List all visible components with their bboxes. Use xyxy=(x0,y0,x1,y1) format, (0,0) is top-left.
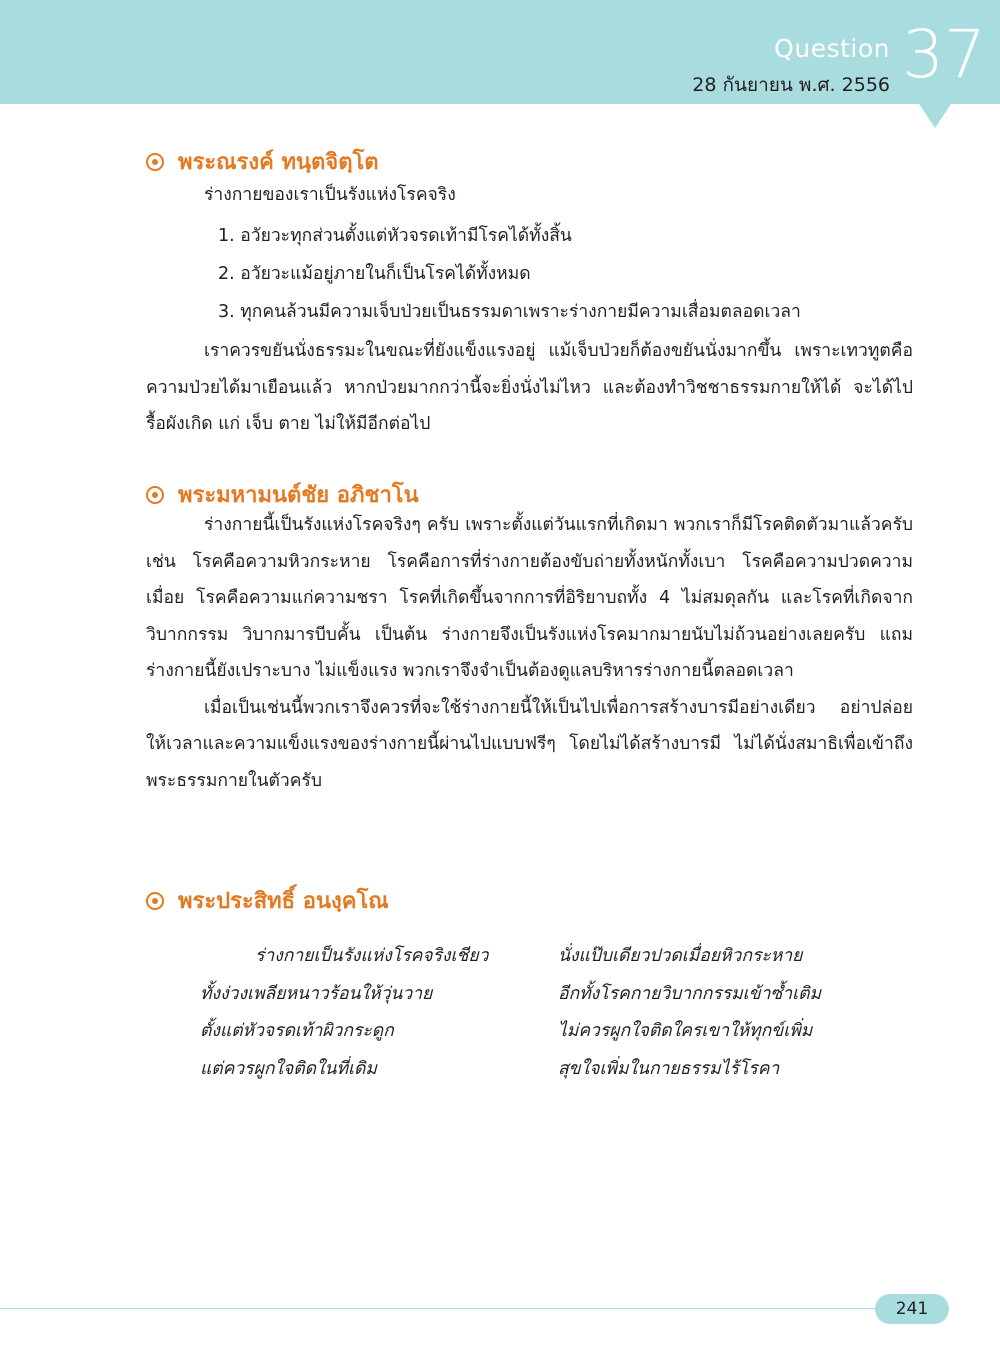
section-heading-text: พระมหามนต์ชัย อภิชาโน xyxy=(178,483,419,508)
bullet-circle-icon xyxy=(146,153,164,171)
poem-line-left: ทั้งง่วงเพลียหนาวร้อนให้วุ่นวาย xyxy=(200,983,433,1004)
poem-line xyxy=(200,1013,900,1051)
question-date: 28 กันยายน พ.ศ. 2556 xyxy=(692,74,890,96)
paragraph: เมื่อเป็นเช่นนี้พวกเราจึงควรที่จะใช้ร่างกายนี้ให้เป็นไปเพื่อการสร้างบารมีอย่างเดียว อย่าปล่อยให้เวลาและความแข็งแรงของร่างกายนี้ผ่านไปแบบฟรีๆ โดยไม่ได้สร้างบารมี ไม่ได้นั่งสมาธิเพื่อเข้าถึงพระธรรมกายในตัวครับ xyxy=(146,697,913,791)
poem-line xyxy=(200,938,900,976)
footer-rule xyxy=(0,1308,880,1309)
section-heading-1 xyxy=(146,144,379,179)
section-heading-text: พระประสิทธิ์ อนงฺคโณ xyxy=(178,889,389,914)
list-item: 2. อวัยวะแม้อยู่ภายในก็เป็นโรคได้ทั้งหมด xyxy=(218,264,531,284)
page-number: 241 xyxy=(875,1294,949,1324)
poem-line-left: แต่ควรผูกใจติดในที่เดิม xyxy=(200,1058,377,1079)
poem-line-left: ร่างกายเป็นรังแห่งโรคจริงเชียว xyxy=(255,946,489,966)
section-2-body xyxy=(146,507,913,799)
section-1-intro: ร่างกายของเราเป็นรังแห่งโรคจริง xyxy=(204,185,456,205)
list-item: 1. อวัยวะทุกส่วนตั้งแต่หัวจรดเท้ามีโรคได้ทั้งสิ้น xyxy=(218,226,572,246)
paragraph: เราควรขยันนั่งธรรมะในขณะที่ยังแข็งแรงอยู่ แม้เจ็บป่วยก็ต้องขยันนั่งมากขึ้น เพราะเทวทูตคือความป่วยได้มาเยือนแล้ว หากป่วยมากกว่านี้จะยิ่งนั่งไม่ไหว และต้องทำวิชชาธรรมกายให้ได้ จะได้ไปรื้อผังเกิด แก่ เจ็บ ตาย ไม่ให้มีอีกต่อไป xyxy=(146,341,913,434)
bullet-circle-icon xyxy=(146,892,164,910)
poem xyxy=(200,938,900,1088)
question-label: Question xyxy=(774,34,890,63)
list-item: 3. ทุกคนล้วนมีความเจ็บป่วยเป็นธรรมดาเพราะร่างกายมีความเสื่อมตลอดเวลา xyxy=(218,302,801,322)
section-1-body xyxy=(146,333,913,443)
question-number: 37 xyxy=(902,16,986,93)
paragraph: ร่างกายนี้เป็นรังแห่งโรคจริงๆ ครับ เพราะตั้งแต่วันแรกที่เกิดมา พวกเราก็มีโรคติดตัวมาแล้วครับ เช่น โรคคือความหิวกระหาย โรคคือการที่ร่างกายต้องขับถ่ายทั้งหนักทั้งเบา โรคคือความปวดความเมื่อย โรคคือความแก่ความชรา โรคที่เกิดขึ้นจากการที่อิริยาบถทั้ง 4 ไม่สมดุลกัน และโรคที่เกิดจากวิบากกรรม วิบากมารบีบคั้น เป็นต้น ร่างกายจึงเป็นรังแห่งโรคมากมายนับไม่ถ้วนอย่างเลยครับ แถมร่างกายนี้ยังเปราะบาง ไม่แข็งแรง พวกเราจึงจำเป็นต้องดูแลบริหารร่างกายนี้ตลอดเวลา xyxy=(146,515,913,681)
poem-line-right: ไม่ควรผูกใจติดใครเขาให้ทุกข์เพิ่ม xyxy=(558,1021,813,1041)
poem-line-left: ตั้งแต่หัวจรดเท้าผิวกระดูก xyxy=(200,1021,394,1041)
section-heading-text: พระณรงค์ ทนฺตจิตฺโต xyxy=(178,150,379,175)
poem-line-right: นั่งแป๊บเดียวปวดเมื่อยหิวกระหาย xyxy=(558,946,803,966)
bullet-circle-icon xyxy=(146,486,164,504)
poem-line xyxy=(200,1051,900,1089)
poem-line-right: อีกทั้งโรคกายวิบากกรรมเข้าซ้ำเติม xyxy=(558,983,822,1004)
section-heading-3 xyxy=(146,883,389,918)
poem-line xyxy=(200,976,900,1014)
poem-line-right: สุขใจเพิ่มในกายธรรมไร้โรคา xyxy=(558,1058,780,1079)
header-pointer xyxy=(919,104,951,128)
